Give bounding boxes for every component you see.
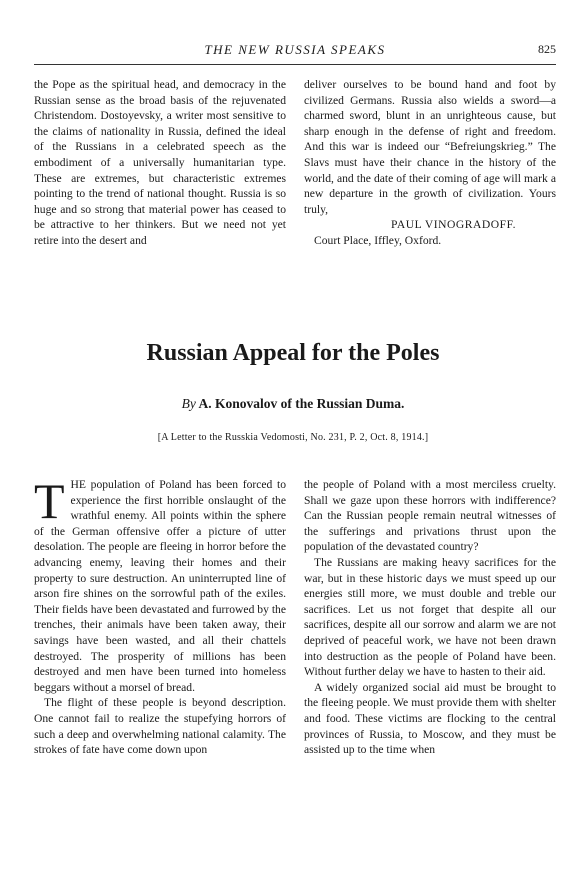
byline-prefix: By [181,396,196,411]
continued-right-column [304,77,556,249]
byline-suffix: of the Russian Duma. [280,396,405,411]
drop-cap: T [34,473,65,529]
signature-address: Court Place, Iffley, Oxford. [314,233,442,247]
paragraph-3: The Russians are making heavy sacrifices for the war, but in these historic days we must speed up our energies still more, we must double and treble our sacrifices. Let us not forget that despite all our sacrifices, despite all our sorrow and alarm we are not deprived of peaceful work, we have not been drawn into destruction as the people of Poland have been. Without further delay we have to hasten to their aid. [304,555,556,679]
signature: PAUL VINOGRADOFF. [390,218,516,232]
article-left-column [34,473,286,758]
article-title: Russian Appeal for the Poles [146,340,440,366]
running-head [34,42,556,60]
paragraph-4: A widely organized social aid must be brought to the fleeing people. We must provide them with shelter and food. These victims are flocking to the central provinces of Russia, to Moscow, and they must be assisted up to the time when [304,680,556,757]
continued-left-text: the Pope as the spiritual head, and democracy in the Russian sense as the broad basis of the rejuvenated Christendom. Dostoyevsky, a writer most sensitive to the claims of nationality in Russia, defined the ideal of the Russians in a celebrated speech as the embodiment of a universally humanitarian type. These are extremes, but characteristic extremes pointing to the trend of national thought. Russia is so huge and so strong that material power has ceased to be attractive to her thinkers. But we need not yet retire into the desert and [34,78,286,247]
source-note: [A Letter to the Russkia Vedomosti, No. 231, P. 2, Oct. 8, 1914.] [157,432,429,443]
article-right-column [304,477,556,758]
continued-right-text: deliver ourselves to be bound hand and foot by civilized Germans. Russia also wields a sword—a charmed sword, blunt in an unrighteous cause, but sharp enough in the defense of right and freedom. And this war is indeed our “Befreiungskrieg.” The Slavs must have their chance in the history of the world, and the date of their coming of age will mark a new departure in the growth of civilization. Yours truly, [304,78,556,216]
continued-left-column [34,77,286,249]
paragraph-1 [34,473,286,695]
paragraph-2-start: The flight of these people is beyond description. One cannot fail to realize the stupefying horrors of such a deep and overwhelming national calamity. The strokes of fate have come down upon [34,696,286,757]
byline [0,396,586,412]
paragraph-1-text: HE population of Poland has been forced to experience the first horrible onslaught of the wrathful enemy. All points within the sphere of the German offensive offer a picture of utter desolation. The people are fleeing in horror before the advancing enemy, leaving their homes and their property to sure destruction. An uninterrupted line of arson fire shines on the sorrowful path of the exiles. Their fields have been devastated and furrowed by the trenches, their animals have been taken away, their savings have been wasted, and all their chattels destroyed. The prosperity of millions has been destroyed and men have been turned into homeless beggars without a morsel of bread. [34,478,286,694]
header-rule [34,64,556,65]
running-title: THE NEW RUSSIA SPEAKS [204,42,386,57]
paragraph-2-end: the people of Poland with a most merciless cruelty. Shall we gaze upon these horrors with indifference? Can the Russian people remain neutral witnesses of the sufferings and privations thrust upon the population of the devastated country? [304,478,556,554]
page-number: 825 [538,42,556,56]
byline-author: A. Konovalov [198,396,278,411]
